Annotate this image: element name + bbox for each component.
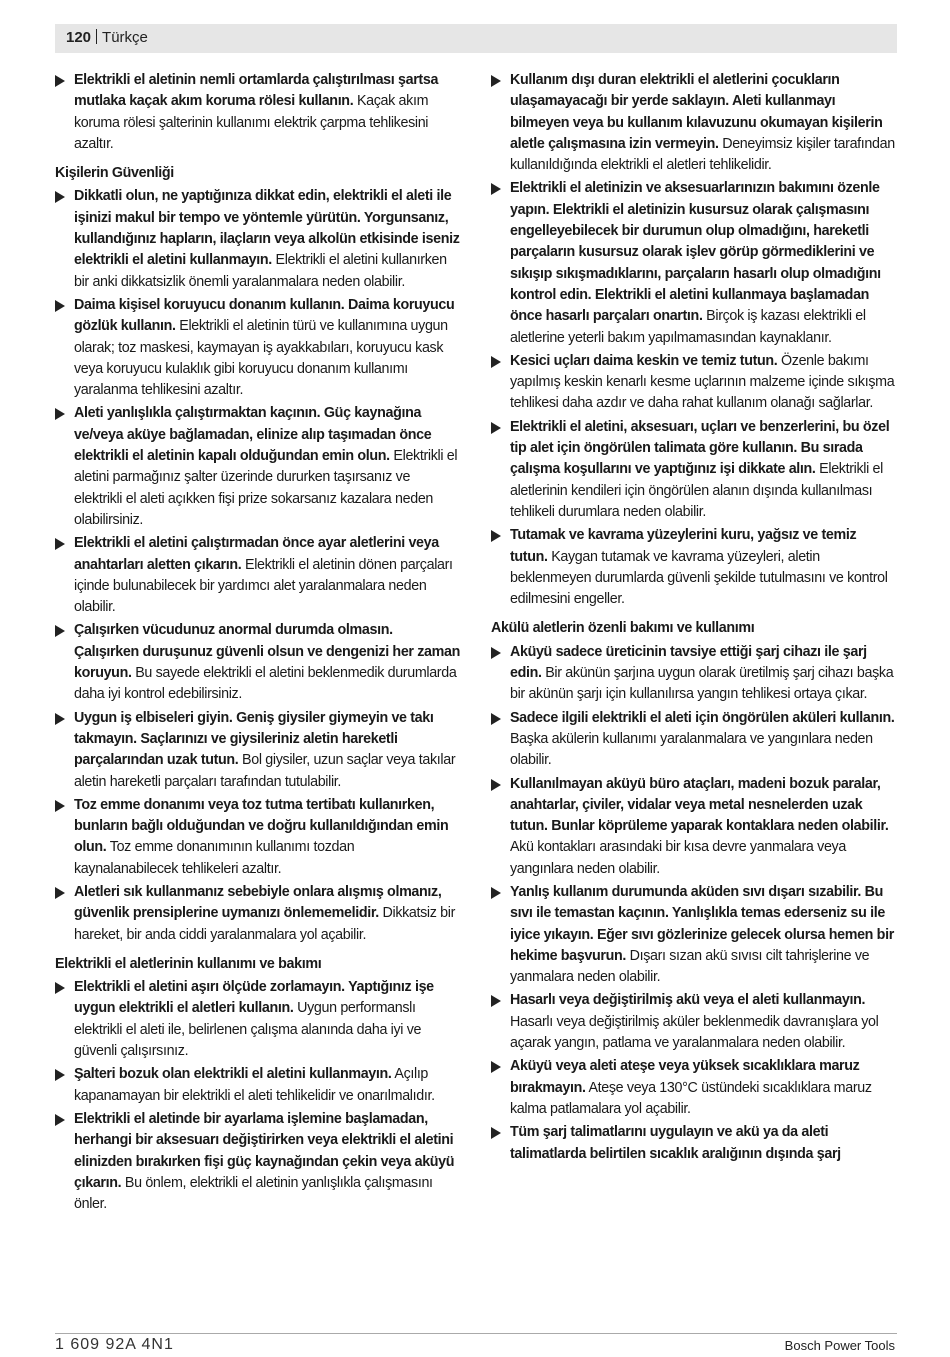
list-item [55,977,460,1062]
item-text: Dışarı sızan akü sıvısı cilt tahrişlerine ve yanmalara neden olabilir. [510,947,870,986]
item-text: Kaygan tutamak ve kavrama yüzeyleri, aletin beklenmeyen durumlarda güvenli şekilde tutulmasını ve kontrol edilmesini engeller. [510,548,888,608]
list-item [55,795,460,880]
section-heading-safety: Kişilerin Güvenliği [55,165,174,182]
bullet-arrow-icon [55,300,65,312]
item-text: Elektrikli el aletinin türü ve kullanımına uygun olarak; toz maskesi, kaymayan iş ayakkabıları, koruyucu kask veya koruyucu kulaklık gibi koruyucu donanım kullanımı yaralanma tehlikesini azaltır. [74,318,448,399]
item-text: Kaçak akım koruma rölesi şalterinin kullanımı elektrik çarpma tehlikesini azaltır. [74,93,429,152]
list-item [491,178,896,348]
item-bold-text: Elektrikli el aletini, aksesuarı, uçları ve benzerlerini, bu özel tip alet için öngörülen talimata göre kullanın. Bu sırada çalışma koşullarını ve yaptığınız işi dikkate alın. [510,418,890,478]
list-item [491,708,896,772]
section-heading-usage: Elektrikli el aletlerinin kullanımı ve bakımı [55,955,322,972]
bullet-arrow-icon [491,422,501,434]
item-text: Bir akünün şarjına uygun olarak üretilmiş şarj cihazı başka bir akünün şarjı için kullanılırsa yangın tehlikesi ortaya çıkar. [510,665,894,703]
left-column [55,70,460,1217]
list-item [55,533,460,618]
bullet-arrow-icon [491,356,501,368]
item-bold-text: Aleti yanlışlıkla çalıştırmaktan kaçının. Güç kaynağına ve/veya aküye bağlamadan, elinize alıp taşımadan önce elektrikli el aletinin kapalı olduğundan emin olun. [74,405,432,465]
page-header [66,29,148,46]
item-bold-text: Aküyü veya aleti ateşe veya yüksek sıcaklıklara maruz bırakmayın. [510,1058,860,1096]
item-bold-text: Toz emme donanımı veya toz tutma tertibatı kullanırken, bunların bağlı olduğundan ve doğru kullanıldığından emin olun. [74,796,449,856]
list-item [491,990,896,1054]
item-bold-text: Elektrikli el aletinde bir ayarlama işlemine başlamadan, herhangi bir aksesuarı değiştirirken veya elektrikli el aletini elinizden bırakırken fişi güç kaynağından çekin veya aküyü çıkarın. [74,1110,455,1191]
item-bold-text: Hasarlı veya değiştirilmiş akü veya el aleti kullanmayın. [510,992,866,1009]
item-bold-text: Şalteri bozuk olan elektrikli el aletini kullanmayın. [74,1066,392,1083]
bullet-arrow-icon [491,75,501,87]
list-item [55,70,460,155]
item-text: Uygun performanslı elektrikli el aleti ile, belirlenen çalışma alanında daha iyi ve güvenli çalışırsınız. [74,1000,422,1060]
list-item [55,1064,460,1107]
bullet-arrow-icon [55,800,65,812]
item-text: Ateşe veya 130°C üstündeki sıcaklıklara maruz kalma patlamalara yol açabilir. [510,1079,872,1117]
item-bold-text: Dikkatli olun, ne yaptığınıza dikkat edin, elektrikli el aleti ile işinizi makul bir tempo ve yöntemle yürütün. Yorgunsanız, kullandığınız hapların, ilaçların veya alkolün etkisinde iseniz elektrikli el aletini kullanmayın. [74,188,460,269]
bullet-arrow-icon [55,538,65,550]
bullet-arrow-icon [491,647,501,659]
item-bold-text: Aküyü sadece üreticinin tavsiye ettiği şarj cihazı ile şarj edin. [510,643,867,682]
item-bold-text: Tutamak ve kavrama yüzeylerini kuru, yağsız ve temiz tutun. [510,527,857,565]
list-item [491,525,896,610]
bullet-arrow-icon [491,1127,501,1139]
item-text: Elektrikli el aletlerinin kendileri için öngörülen alanın dışında kullanılması tehlikeli durumlara neden olabilir. [510,461,883,520]
item-bold-text: Elektrikli el aletini aşırı ölçüde zorlamayın. Yaptığınız işe uygun elektrikli el aletleri kullanın. [74,979,434,1017]
item-text: Dikkatsiz bir hareket, bir anda ciddi yaralanmalara yol açabilir. [74,905,456,943]
list-item [491,70,896,176]
list-item [491,774,896,880]
item-text: Birçok iş kazası elektrikli el aletlerine yeterli bakım yapılmamasından kaynaklanır. [510,308,866,346]
bullet-arrow-icon [55,408,65,420]
item-text: Akü kontakları arasındaki bir kısa devre yanmalara veya yangınlara neden olabilir. [510,839,846,877]
item-bold-text: Yanlış kullanım durumunda aküden sıvı dışarı sızabilir. Bu sıvı ile temastan kaçının. Yanlışlıkla temas ederseniz su ile iyice yıkayın. Eğer sıvı gözlerinize gelecek olursa hemen bir hekime başvurun. [510,883,894,964]
section-heading-battery: Akülü aletlerin özenli bakımı ve kullanımı [491,620,755,637]
footer-brand: Bosch Power Tools [784,1338,895,1353]
header-bar [55,24,897,53]
item-bold-text: Elektrikli el aletinizin ve aksesuarlarınızın bakımını özenle yapın. Elektrikli el aletinizin kusursuz olarak çalışmasını engelleyebilecek bir durumun olup olmadığını, hareketli parçaların kusursuz olarak işlev görüp görmediklerini ve sıkışıp sıkışmadıklarını, parçaların hasarlı olup olmadığını kontrol edin. Elektrikli el aletini kullanmaya başlamadan önce hasarlı parçaları onartın. [510,180,881,325]
bullet-arrow-icon [55,887,65,899]
bullet-arrow-icon [491,1061,501,1073]
item-text: Elektrikli el aletinin dönen parçaları içinde bulunabilecek bir yardımcı alet yaralanmalara neden olabilir. [74,556,453,616]
bullet-arrow-icon [491,530,501,542]
item-bold-text: Daima kişisel koruyucu donanım kullanın. Daima koruyucu gözlük kullanın. [74,296,455,335]
item-bold-text: Aletleri sık kullanmanız sebebiyle onlara alışmış olmanız, güvenlik prensiplerine uymanızı önlememelidir. [74,883,442,922]
item-bold-text: Sadece ilgili elektrikli el aleti için öngörülen aküleri kullanın. [510,709,895,726]
list-item [491,417,896,523]
list-item [55,1109,460,1215]
header-language: Türkçe [102,29,148,46]
item-text: Başka akülerin kullanımı yaralanmalara ve yangınlara neden olabilir. [510,730,873,769]
bullet-arrow-icon [491,713,501,725]
item-bold-text: Elektrikli el aletini çalıştırmadan önce ayar aletlerini veya anahtarları aletten çıkarın. [74,535,439,573]
item-bold-text: Kullanılmayan aküyü büro ataçları, madeni bozuk paralar, anahtarlar, çiviler, vidalar veya metal nesnelerden uzak tutun. Bunlar köprüleme yaparak kontaklara neden olabilir. [510,775,889,835]
item-bold-text: Uygun iş elbiseleri giyin. Geniş giysiler giymeyin ve takı takmayın. Saçlarınızı ve giysileriniz aletin hareketli parçalarından uzak tutun. [74,709,434,769]
list-item [491,1056,896,1120]
list-item [55,186,460,292]
item-bold-text: Kesici uçları daima keskin ve temiz tutun. [510,352,778,369]
list-item [491,351,896,415]
item-text: Elektrikli el aletini kullanırken bir anki dikkatsizlik önemli yaralanmalara neden olabilir. [74,252,447,290]
bullet-arrow-icon [55,713,65,725]
right-column [491,70,896,1167]
list-item [55,403,460,531]
bullet-arrow-icon [491,779,501,791]
item-text: Bu sayede elektrikli el aletini beklenmedik durumlarda daha iyi kontrol edebilirsiniz. [74,665,457,703]
list-item [55,620,460,705]
item-bold-text: Çalışırken vücudunuz anormal durumda olmasın. Çalışırken duruşunuz güvenli olsun ve dengenizi her zaman koruyun. [74,622,461,682]
footer-divider [55,1333,897,1334]
item-text: Özenle bakımı yapılmış keskin kenarlı kesme uçlarının malzeme içinde sıkışma tehlikesi daha azdır ve daha rahat kullanım olanağı sağlarlar. [510,352,895,412]
bullet-arrow-icon [55,75,65,87]
bullet-arrow-icon [491,183,501,195]
bullet-arrow-icon [55,1114,65,1126]
item-text: Hasarlı veya değiştirilmiş aküler beklenmedik davranışlara yol açarak yangın, patlama ve yaralanmalara neden olabilir. [510,1013,879,1052]
list-item [55,882,460,946]
item-text: Bu önlem, elektrikli el aletinin yanlışlıkla çalışmasını önler. [74,1174,433,1213]
bullet-arrow-icon [55,1069,65,1081]
item-bold-text: Tüm şarj talimatlarını uygulayın ve akü ya da aleti talimatlarda belirtilen sıcaklık aralığının dışında şarj [510,1124,841,1162]
item-text: Elektrikli el aletini parmağınız şalter üzerinde dururken taşırsanız ve elektrikli el aleti açıkken fişi prize sokarsanız kazalara neden olabilirsiniz. [74,448,458,528]
item-text: Deneyimsiz kişiler tarafından kullanıldığında elektrikli el aletleri tehlikelidir. [510,135,895,174]
bullet-arrow-icon [491,995,501,1007]
list-item [491,642,896,706]
header-separator [96,29,97,44]
item-text: Bol giysiler, uzun saçlar veya takılar aletin hareketli parçaları tarafından tutulabilir. [74,752,456,790]
bullet-arrow-icon [491,887,501,899]
item-text: Açılıp kapanamayan bir elektrikli el aleti tehlikelidir ve onarılmalıdır. [74,1066,435,1104]
item-text: Toz emme donanımının kullanımı tozdan kaynalanabilecek tehlikeleri azaltır. [74,839,355,877]
page-number: 120 [66,29,92,46]
list-item [491,882,896,988]
bullet-arrow-icon [55,191,65,203]
list-item [55,708,460,793]
bullet-arrow-icon [55,625,65,637]
item-bold-text: Kullanım dışı duran elektrikli el aletlerini çocukların ulaşamayacağı bir yerde saklayın. Aleti kullanmayı bilmeyen veya bu kullanım kılavuzunu okumayan kişilerin aletle çalışmasına izin vermeyin. [510,72,883,152]
footer-doc-code: 1 609 92A 4N1 [55,1336,174,1353]
item-bold-text: Elektrikli el aletinin nemli ortamlarda çalıştırılması şartsa mutlaka kaçak akım koruma rölesi kullanın. [74,72,439,110]
list-item [491,1122,896,1165]
list-item [55,295,460,401]
bullet-arrow-icon [55,982,65,994]
